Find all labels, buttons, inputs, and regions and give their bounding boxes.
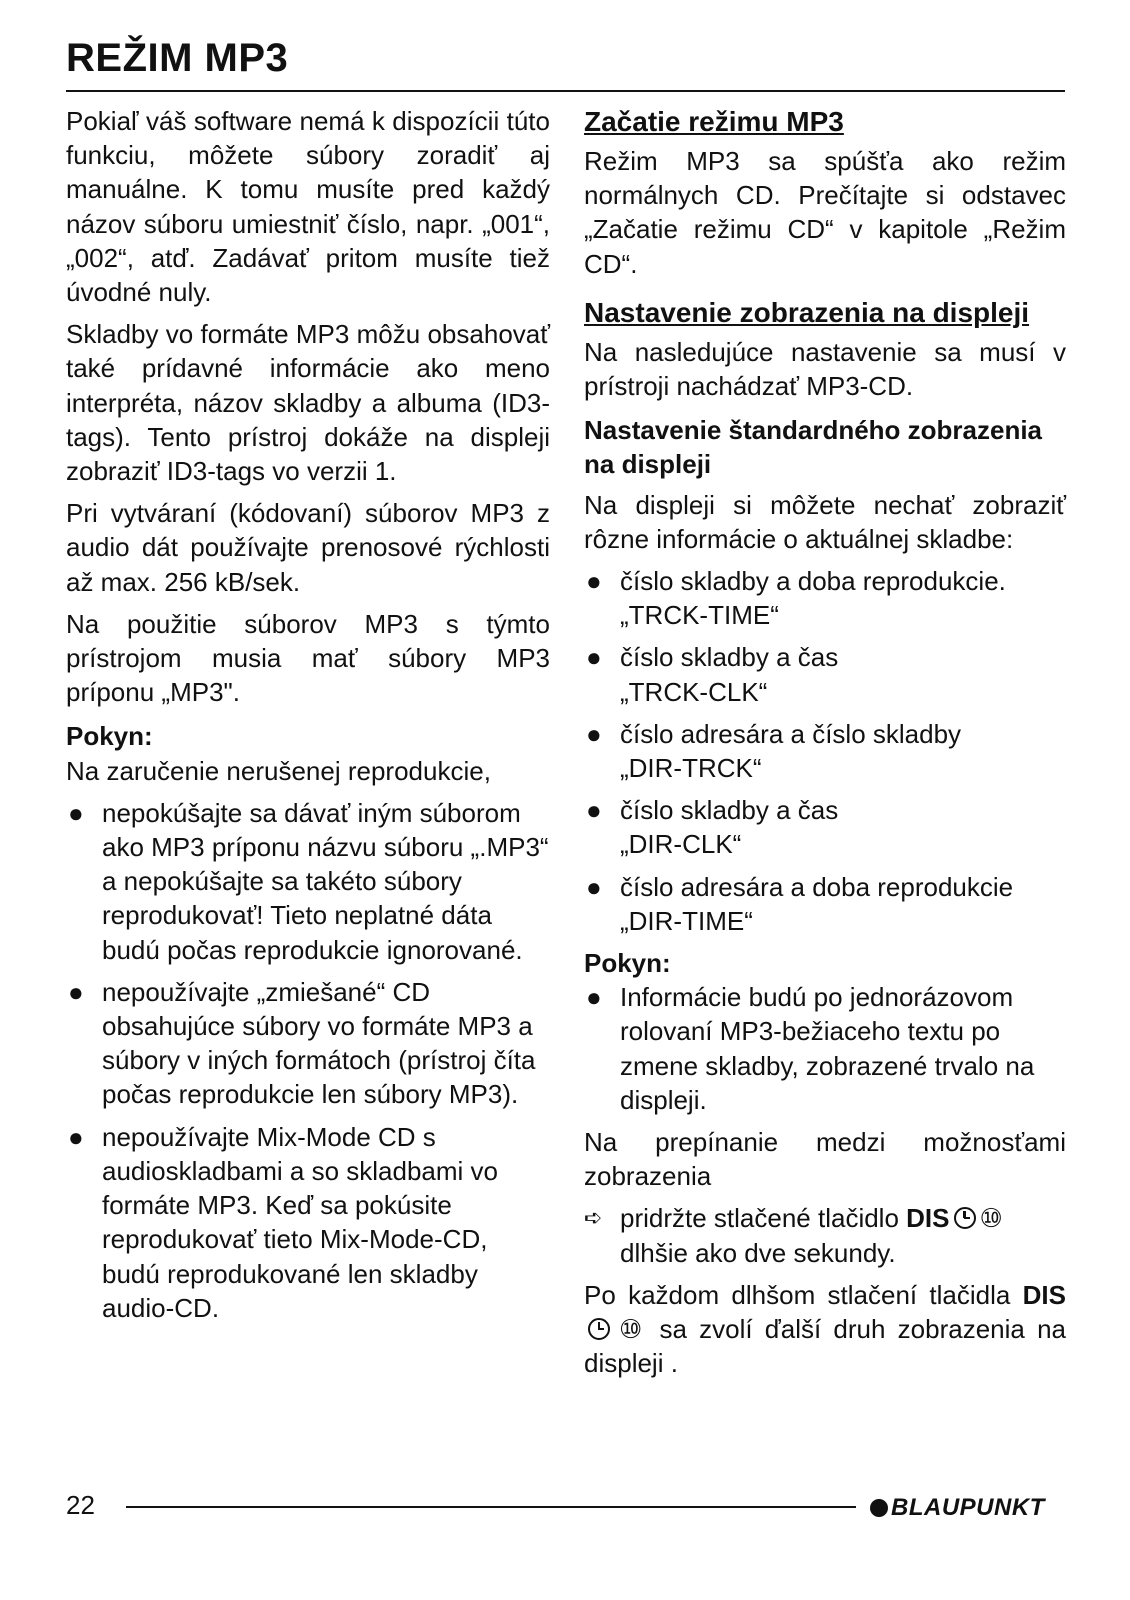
list-item (584, 564, 1066, 632)
bullet-icon: ● (586, 871, 602, 902)
footer-divider (126, 1506, 856, 1508)
list-item (584, 717, 1066, 785)
bullet-icon: ● (586, 795, 602, 826)
clock-icon (588, 1318, 610, 1340)
paragraph (584, 1278, 1066, 1381)
option-text: číslo skladby a doba reprodukcie. (620, 566, 1006, 597)
bullet-icon: ● (586, 642, 602, 673)
step-text: dlhšie ako dve sekundy. (620, 1237, 896, 1268)
list-item-text: nepoužívajte „zmiešané“ CD obsahujúce súbory vo formáte MP3 a súbory v iných formátoch (prístroj číta počas reprodukcie len súbory MP3). (102, 976, 536, 1110)
option-code: „DIR-CLK“ (620, 829, 742, 860)
option-text: číslo adresára a číslo skladby (620, 718, 962, 749)
instruction-step (584, 1201, 1066, 1269)
bullet-icon: ● (68, 1121, 84, 1152)
subsection-heading: Nastavenie štandardného zobrazenia na displeji (584, 415, 1043, 480)
option-text: číslo skladby a čas (620, 642, 839, 673)
paragraph: Režim MP3 sa spúšťa ako režim normálnych CD. Prečítajte si odstavec „Začatie režimu CD“ v kapitole „Režim CD“. (584, 146, 1066, 279)
bullet-icon: ● (586, 566, 602, 597)
option-code: „DIR-TIME“ (620, 905, 753, 936)
paragraph: Na použitie súborov MP3 s týmto prístrojom musia mať súbory MP3 príponu „MP3". (66, 608, 550, 708)
note-bullet-list (66, 796, 550, 1325)
option-text: číslo skladby a čas (620, 795, 839, 826)
note-label: Pokyn: (584, 948, 671, 979)
clock-icon (954, 1207, 976, 1229)
list-item (584, 980, 1066, 1117)
note-label: Pokyn: (66, 721, 153, 752)
option-code: „DIR-TRCK“ (620, 753, 762, 784)
bullet-icon: ● (586, 982, 602, 1013)
paragraph: Na nasledujúce nastavenie sa musí v prístroji nachádzať MP3-CD. (584, 336, 1066, 402)
paragraph: Na displeji si môžete nechať zobraziť rôzne informácie o aktuálnej skladbe: (584, 489, 1066, 554)
paragraph: Skladby vo formáte MP3 môžu obsahovať také prídavné informácie ako meno interpréta, názov skladby a albuma (ID3-tags). Tento prístroj dokáže na displeji zobraziť ID3-tags vo verzii 1. (66, 319, 550, 487)
list-item (66, 1120, 550, 1325)
bullet-icon: ● (586, 718, 602, 749)
bullet-icon: ● (68, 976, 84, 1007)
dis-button-label: DIS (906, 1203, 950, 1234)
option-text: číslo adresára a doba reprodukcie (620, 871, 1014, 902)
left-column (66, 104, 550, 1333)
list-item (584, 870, 1066, 938)
arrow-right-icon: ➪ (584, 1205, 603, 1231)
paragraph: Pri vytváraní (kódovaní) súborov MP3 z audio dát používajte prenosové rýchlosti až max. 256 kB/sek. (66, 498, 550, 597)
page-title: REŽIM MP3 (66, 36, 289, 80)
button-number: ⑩ (614, 1314, 648, 1345)
right-column (584, 104, 1066, 1389)
display-options-list (584, 564, 1066, 938)
section-heading: Začatie režimu MP3 (584, 106, 844, 137)
button-number: ⑩ (979, 1203, 1003, 1234)
dis-button-label: DIS (1022, 1279, 1066, 1310)
list-item-text: nepoužívajte Mix-Mode CD s audioskladbami a so skladbami vo formáte MP3. Keď sa pokúsite reprodukovať tieto Mix-Mode-CD, budú reprodukované len skladby audio-CD. (102, 1121, 498, 1323)
step-text: pridržte stlačené tlačidlo (620, 1203, 899, 1234)
note-bullet-list (584, 980, 1066, 1117)
list-item (66, 975, 550, 1112)
option-code: „TRCK-CLK“ (620, 676, 768, 707)
note-intro: Na zaručenie nerušenej reprodukcie, (66, 755, 491, 786)
title-divider (66, 90, 1065, 92)
paragraph: Na prepínanie medzi možnosťami zobrazenia (584, 1127, 1066, 1192)
bullet-icon: ● (68, 797, 84, 828)
paragraph-text: sa zvolí ďalší druh zobrazenia na displeji . (584, 1314, 1066, 1379)
section-heading: Nastavenie zobrazenia na displeji (584, 296, 1030, 328)
brand-name: BLAUPUNKT (891, 1494, 1045, 1521)
paragraph: Pokiaľ váš software nemá k dispozícii túto funkciu, môžete súbory zoradiť aj manuálne. K tomu musíte pred každý názov súboru umiestniť číslo, napr. „001“, „002“, atď. Zadávať pritom musíte tiež úvodné nuly. (66, 106, 550, 308)
paragraph-text: Po každom dlhšom stlačení tlačidla (584, 1279, 1011, 1310)
list-item (584, 640, 1066, 708)
brand-logo (870, 1494, 1045, 1522)
option-code: „TRCK-TIME“ (620, 600, 779, 631)
list-item-text: nepokúšajte sa dávať iným súborom ako MP3 príponu názvu súboru „.MP3“ a nepokúšajte sa takéto súbory reprodukovať! Tieto neplatné dáta budú počas reprodukcie ignorované. (102, 797, 549, 965)
list-item (584, 793, 1066, 861)
list-item (66, 796, 550, 967)
page-number: 22 (66, 1490, 95, 1520)
list-item-text: Informácie budú po jednorázovom rolovaní MP3-bežiaceho textu po zmene skladby, zobrazené trvalo na displeji. (620, 982, 1035, 1115)
logo-dot-icon (870, 1499, 888, 1517)
